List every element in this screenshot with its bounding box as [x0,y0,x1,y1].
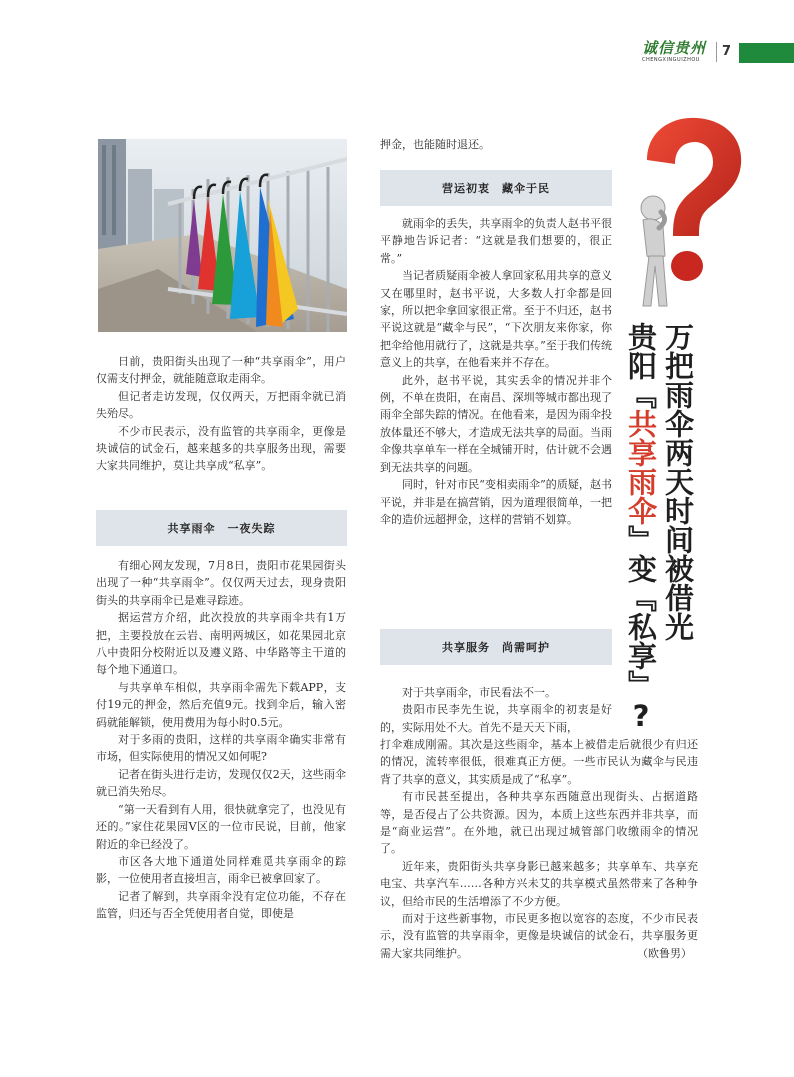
col1-paragraph: 对于多雨的贵阳，这样的共享雨伞确实非常有市场，但实际使用的情况又如何呢? [96,733,346,764]
col2-paragraph: 押金，也能随时退还。 [380,138,490,151]
page-number: 7 [722,44,732,59]
question-mark-icon [625,116,745,321]
author-byline: （欧鲁男） [637,947,692,961]
umbrella-photo-image [98,139,347,332]
section-heading-3: 共享服务 尚需呵护 [380,629,612,665]
column-1-top [96,353,346,475]
col2-paragraph: 此外，赵书平说，其实丢伞的情况并非个例，不单在贵阳，在南昌、深圳等城市都出现了雨伞全部失踪的情况。在他看来，是因为雨伞投放体量还不够大，才造成无法共享的局面。当雨伞像共享单车一样在全城铺开时，估计就不会遇到无法共享的问题。 [380,373,612,474]
magazine-logo [642,40,722,72]
col1-paragraph: 日前，贵阳街头出现了一种“共享雨伞”，用户仅需支付押金，就能随意取走雨伞。 [96,355,346,386]
col1-paragraph: 有细心网友发现，7月8日，贵阳市花果园街头出现了一种“共享雨伞”。仅仅两天过去，现身贵阳街头的共享雨伞已是难寻踪迹。 [96,559,346,607]
column-2-lead [380,136,612,153]
headline-sub-close-quote: 』 [624,525,658,554]
col3-paragraph: 对于共享雨伞，市民看法不一。 [402,686,556,699]
umbrella-photo [98,139,347,332]
headline-sub-close-quote-2: 』 [624,670,658,699]
col1-paragraph: 不少市民表示，没有监管的共享雨伞，更像是块诚信的试金石，越来越多的共享服务出现，需要大家共同维护，莫让共享成“私享”。 [96,424,346,473]
headline-sub-term-1: 共享雨伞 [624,409,658,525]
headline-sub-open-quote: 『 [624,380,658,409]
col1-paragraph: 记者了解到，共享雨伞没有定位功能，不存在监管，归还与否全凭使用者自觉，即使是 [96,889,346,921]
column-1-bottom [96,557,346,923]
col1-paragraph: 与共享单车相似，共享雨伞需先下载APP，支付19元的押金，然后充值9元。找到伞后，输入密码就能解锁，使用费用为每小时0.5元。 [96,680,346,729]
section-heading-1: 共享雨伞 一夜失踪 [96,510,347,546]
question-mark-figure [625,116,745,321]
col2-paragraph: 同时，针对市民“变相卖雨伞”的质疑，赵书平说，并非是在搞营销，因为道理很简单，一把伞的造价远超押金，这样的营销不划算。 [380,478,612,526]
headline-sub-question: ? [624,699,658,733]
col2-paragraph: 当记者质疑雨伞被人拿回家私用共享的意义又在哪里时，赵书平说，大多数人打伞都是回家，所以把伞拿回家很正常。至于不归还，赵书平说这就是“藏伞与民”，“下次朋友来你家，你把伞给他用就行了，这就是共享。”至于我们传统意义上的共享，在他看来并不存在。 [380,269,612,370]
magazine-title: 诚信贵州 [642,39,707,57]
col1-paragraph: 市区各大地下通道处同样难觅共享雨伞的踪影，一位使用者直接坦言，雨伞已被拿回家了。 [96,854,346,886]
header-divider [716,42,717,62]
headline-sub-prefix: 贵阳 [624,322,658,380]
col1-paragraph: 记者在街头进行走访，发现仅仅2天，这些雨伞就已消失殆尽。 [96,767,346,799]
headline-main: 万把雨伞两天时间被借光 [661,322,695,641]
col2-paragraph: 就雨伞的丢失，共享雨伞的负责人赵书平很平静地告诉记者：“这就是我们想要的，很正常。” [380,217,612,265]
col3-paragraph: 而对于这些新事物，市民更多抱以宽容的态度，不少市民表示，没有监管的共享雨伞，更像是块诚信的试金石，共享服务更需大家共同维护。 [380,912,698,960]
column-2-body [380,215,612,528]
headline-sub-term-2: 私享 [624,612,658,670]
col3-paragraph: 打伞难成刚需。其次是这些雨伞，基本上被借走后就很少有归还的情况，流转率很低，很难真正方便。一些市民认为藏伞与民违背了共享的意义，其实质是成了“私享”。 [380,738,698,786]
col3-paragraph: 近年来，贵阳街头共享身影已越来越多；共享单车、共享充电宝、共享汽车……各种方兴未艾的共享模式虽然带来了各种争议，但给市民的生活增添了不少方便。 [380,859,698,908]
header-green-bar [739,43,794,63]
headline-sub-open-quote-2: 『 [624,583,658,612]
column-3-narrow [380,684,612,736]
column-3-wide [380,736,698,963]
col3-paragraph: 有市民甚至提出，各种共享东西随意出现街头、占据道路等，是否侵占了公共资源。因为，本质上这些东西并非共享，而是“商业运营”。在外地，就已出现过城管部门收缴雨伞的情况了。 [380,790,698,856]
magazine-subtitle: CHENGXINGUIZHOU [642,57,700,63]
col1-paragraph: “第一天看到有人用，很快就拿完了，也没见有还的。”家住花果园V区的一位市民说，目前，他家附近的伞已经没了。 [96,802,346,851]
col1-paragraph: 据运营方介绍，此次投放的共享雨伞共有1万把，主要投放在云岩、南明两城区，如花果园北京八中贵阳分校附近以及遵义路、中华路等主干道的每个地下通道口。 [96,611,346,677]
headline-sub-mid: 变 [624,554,658,583]
headline-sub [625,322,657,733]
col3-paragraph: 贵阳市民李先生说，共享雨伞的初衷是好的，实际用处不大。首先不是天天下雨， [380,703,612,734]
section-heading-2: 营运初衷 藏伞于民 [380,170,612,206]
col1-paragraph: 但记者走访发现，仅仅两天，万把雨伞就已消失殆尽。 [96,389,346,421]
